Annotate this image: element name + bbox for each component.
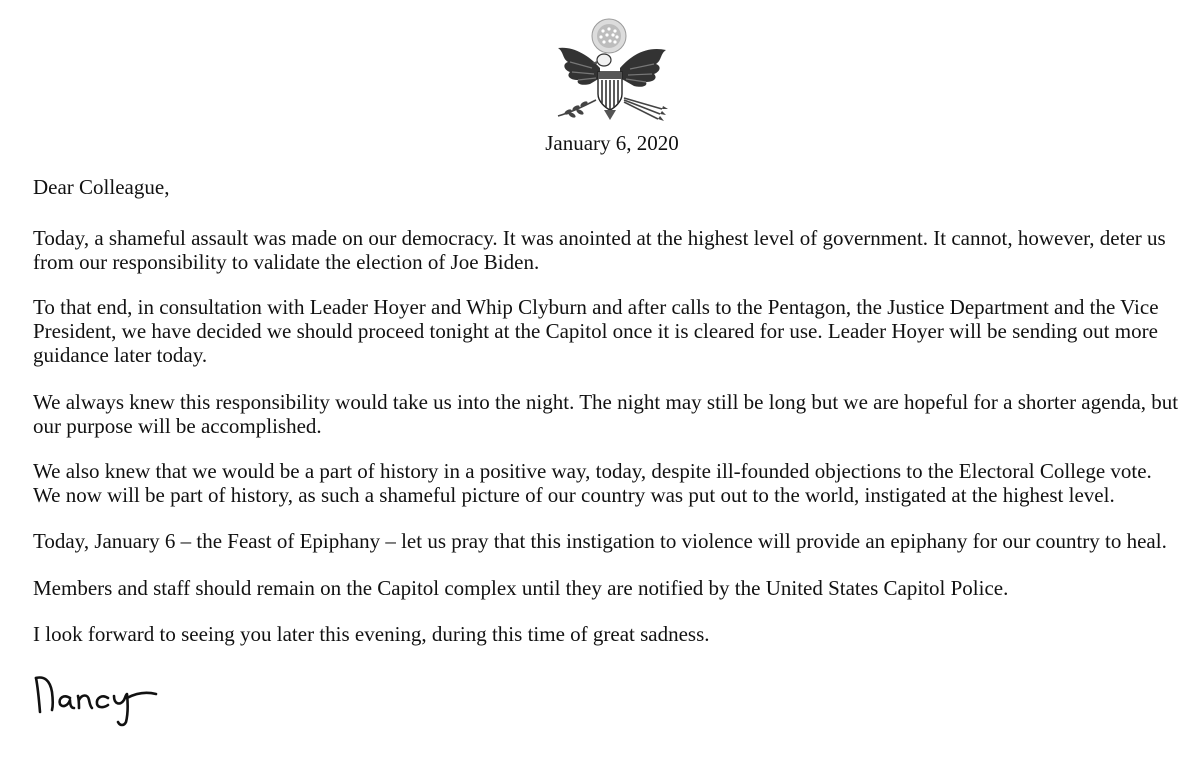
signature	[30, 668, 180, 730]
paragraph-4: We also knew that we would be a part of history in a positive way, today, despite ill-founded objections to the Electoral College vote. We now will be part of history, as such a shameful picture of our country was put out to the world, instigated at the highest level.	[33, 459, 1152, 507]
paragraph-1: Today, a shameful assault was made on our democracy. It was anointed at the highest level of government. It cannot, however, deter us from our responsibility to validate the election of Joe Biden.	[33, 226, 1166, 274]
paragraph-6: Members and staff should remain on the Capitol complex until they are notified by the United States Capitol Police.	[33, 576, 1009, 600]
paragraph-3: We always knew this responsibility would take us into the night. The night may still be long but we are hopeful for a shorter agenda, but our purpose will be accomplished.	[33, 390, 1179, 438]
paragraph-5: Today, January 6 – the Feast of Epiphany – let us pray that this instigation to violence will provide an epiphany for our country to heal.	[33, 529, 1167, 553]
eagle-seal-icon	[548, 16, 680, 124]
letter-date: January 6, 2020	[545, 131, 679, 155]
paragraph-2: To that end, in consultation with Leader Hoyer and Whip Clyburn and after calls to the Pentagon, the Justice Department and the Vice President, we have decided we should proceed tonight at the Capitol once it is cleared for use. Leader Hoyer will be sending out more guidance later today.	[33, 295, 1159, 367]
paragraph-7: I look forward to seeing you later this evening, during this time of great sadness.	[33, 622, 710, 646]
salutation: Dear Colleague,	[33, 175, 170, 199]
